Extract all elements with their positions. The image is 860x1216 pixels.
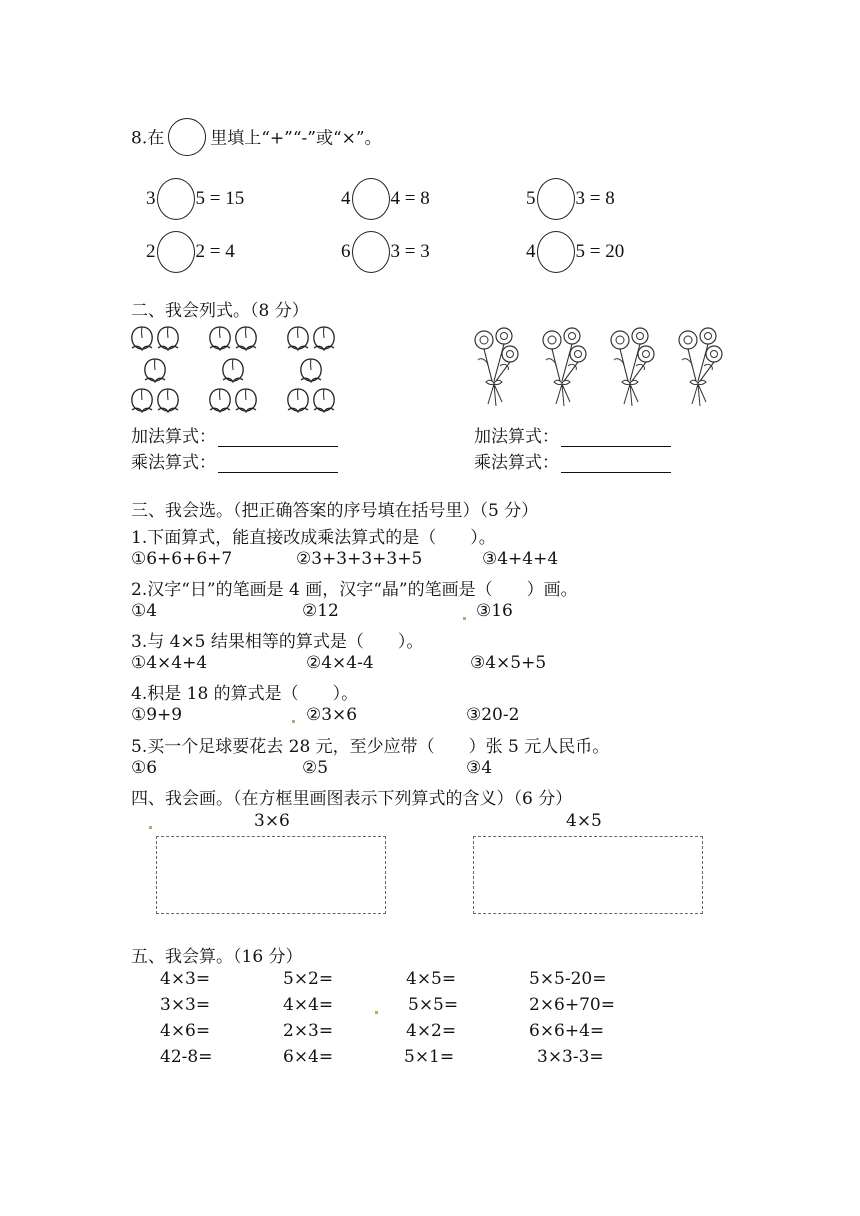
option-4c: ③20-2 — [466, 705, 520, 725]
operator-circle-sample — [168, 118, 206, 156]
drawing-box-left[interactable] — [156, 836, 386, 914]
option-3c: ③4×5+5 — [470, 653, 547, 673]
section2-title: 二、我会列式。（8 分） — [131, 301, 309, 321]
option-5b: ②5 — [302, 758, 329, 778]
option-1c: ③4+4+4 — [482, 549, 559, 569]
equation-left: 6 — [341, 241, 351, 262]
section3-title: 三、我会选。（把正确答案的序号填在括号里）（5 分） — [131, 501, 539, 521]
calc-item: 2×6+70= — [529, 995, 615, 1015]
operator-circle[interactable] — [537, 178, 575, 220]
equation-left: 2 — [146, 241, 156, 262]
equation-right: 5 = 20 — [575, 241, 625, 262]
option-2c: ③16 — [476, 601, 513, 621]
option-4b: ②3×6 — [306, 705, 358, 725]
calc-item: 2×3= — [283, 1021, 334, 1041]
option-2b: ②12 — [302, 601, 339, 621]
right-add-line — [474, 422, 671, 447]
equation-1 — [146, 178, 244, 220]
calc-item: 3×3-3= — [537, 1047, 604, 1067]
operator-circle[interactable] — [157, 178, 195, 220]
section4-title: 四、我会画。（在方框里画图表示下列算式的含义）（6 分） — [131, 789, 573, 809]
answer-blank[interactable] — [218, 456, 338, 473]
left-add-line — [131, 422, 338, 447]
option-5c: ③4 — [466, 758, 493, 778]
calc-item: 4×5= — [406, 969, 457, 989]
calc-item: 6×6+4= — [529, 1021, 605, 1041]
question-2: 2.汉字“日”的笔画是 4 画，汉字“晶”的笔画是（ ）画。 — [131, 580, 578, 600]
equation-2 — [341, 178, 430, 220]
equation-4 — [146, 231, 235, 273]
operator-circle[interactable] — [352, 178, 390, 220]
equation-3 — [526, 178, 615, 220]
calc-item: 4×4= — [283, 995, 334, 1015]
equation-left: 5 — [526, 188, 536, 209]
scan-speck — [149, 826, 152, 829]
calc-item: 5×5= — [408, 995, 459, 1015]
equation-right: 3 = 3 — [390, 241, 430, 262]
mul-label: 乘法算式： — [474, 453, 559, 473]
calc-item: 5×5-20= — [529, 969, 607, 989]
q8-prefix: 8.在 — [131, 128, 165, 149]
question-4: 4.积是 18 的算式是（ ）。 — [131, 684, 359, 704]
drawing-label-left: 3×6 — [254, 811, 290, 831]
operator-circle[interactable] — [537, 231, 575, 273]
option-5a: ①6 — [131, 758, 158, 778]
drawing-box-right[interactable] — [473, 836, 703, 914]
equation-right: 4 = 8 — [390, 188, 430, 209]
flower-bouquet-picture — [470, 326, 740, 412]
answer-blank[interactable] — [218, 430, 338, 447]
calc-item: 3×3= — [160, 995, 211, 1015]
question-5: 5.买一个足球要花去 28 元，至少应带（ ）张 5 元人民币。 — [131, 737, 610, 757]
equation-left: 4 — [341, 188, 351, 209]
mul-label: 乘法算式： — [131, 453, 216, 473]
calc-item: 4×6= — [160, 1021, 211, 1041]
answer-blank[interactable] — [561, 430, 671, 447]
option-4a: ①9+9 — [131, 705, 183, 725]
q8-instruction — [131, 120, 382, 158]
calc-item: 42-8= — [160, 1047, 213, 1067]
answer-blank[interactable] — [561, 456, 671, 473]
operator-circle[interactable] — [157, 231, 195, 273]
option-1b: ②3+3+3+3+5 — [296, 549, 423, 569]
operator-circle[interactable] — [352, 231, 390, 273]
calc-item: 5×2= — [283, 969, 334, 989]
add-label: 加法算式： — [474, 427, 559, 447]
peach-picture — [128, 322, 358, 417]
calc-item: 6×4= — [283, 1047, 334, 1067]
question-3: 3.与 4×5 结果相等的算式是（ ）。 — [131, 632, 424, 652]
scan-speck — [375, 1011, 378, 1014]
drawing-label-right: 4×5 — [566, 811, 602, 831]
equation-5 — [341, 231, 430, 273]
add-label: 加法算式： — [131, 427, 216, 447]
scan-speck — [292, 720, 295, 723]
question-1: 1.下面算式，能直接改成乘法算式的是（ ）。 — [131, 528, 496, 548]
equation-right: 5 = 15 — [195, 188, 245, 209]
q8-suffix: 里填上“+”“-”或“×”。 — [210, 128, 382, 149]
left-mul-line — [131, 448, 338, 473]
option-1a: ①6+6+6+7 — [131, 549, 233, 569]
option-3a: ①4×4+4 — [131, 653, 208, 673]
equation-right: 2 = 4 — [195, 241, 235, 262]
calc-item: 5×1= — [404, 1047, 455, 1067]
section5-title: 五、我会算。（16 分） — [131, 947, 303, 967]
option-3b: ②4×4-4 — [306, 653, 374, 673]
equation-left: 4 — [526, 241, 536, 262]
calc-item: 4×2= — [406, 1021, 457, 1041]
equation-left: 3 — [146, 188, 156, 209]
equation-right: 3 = 8 — [575, 188, 615, 209]
option-2a: ①4 — [131, 601, 158, 621]
calc-item: 4×3= — [160, 969, 211, 989]
equation-6 — [526, 231, 624, 273]
right-mul-line — [474, 448, 671, 473]
scan-speck — [463, 617, 466, 620]
